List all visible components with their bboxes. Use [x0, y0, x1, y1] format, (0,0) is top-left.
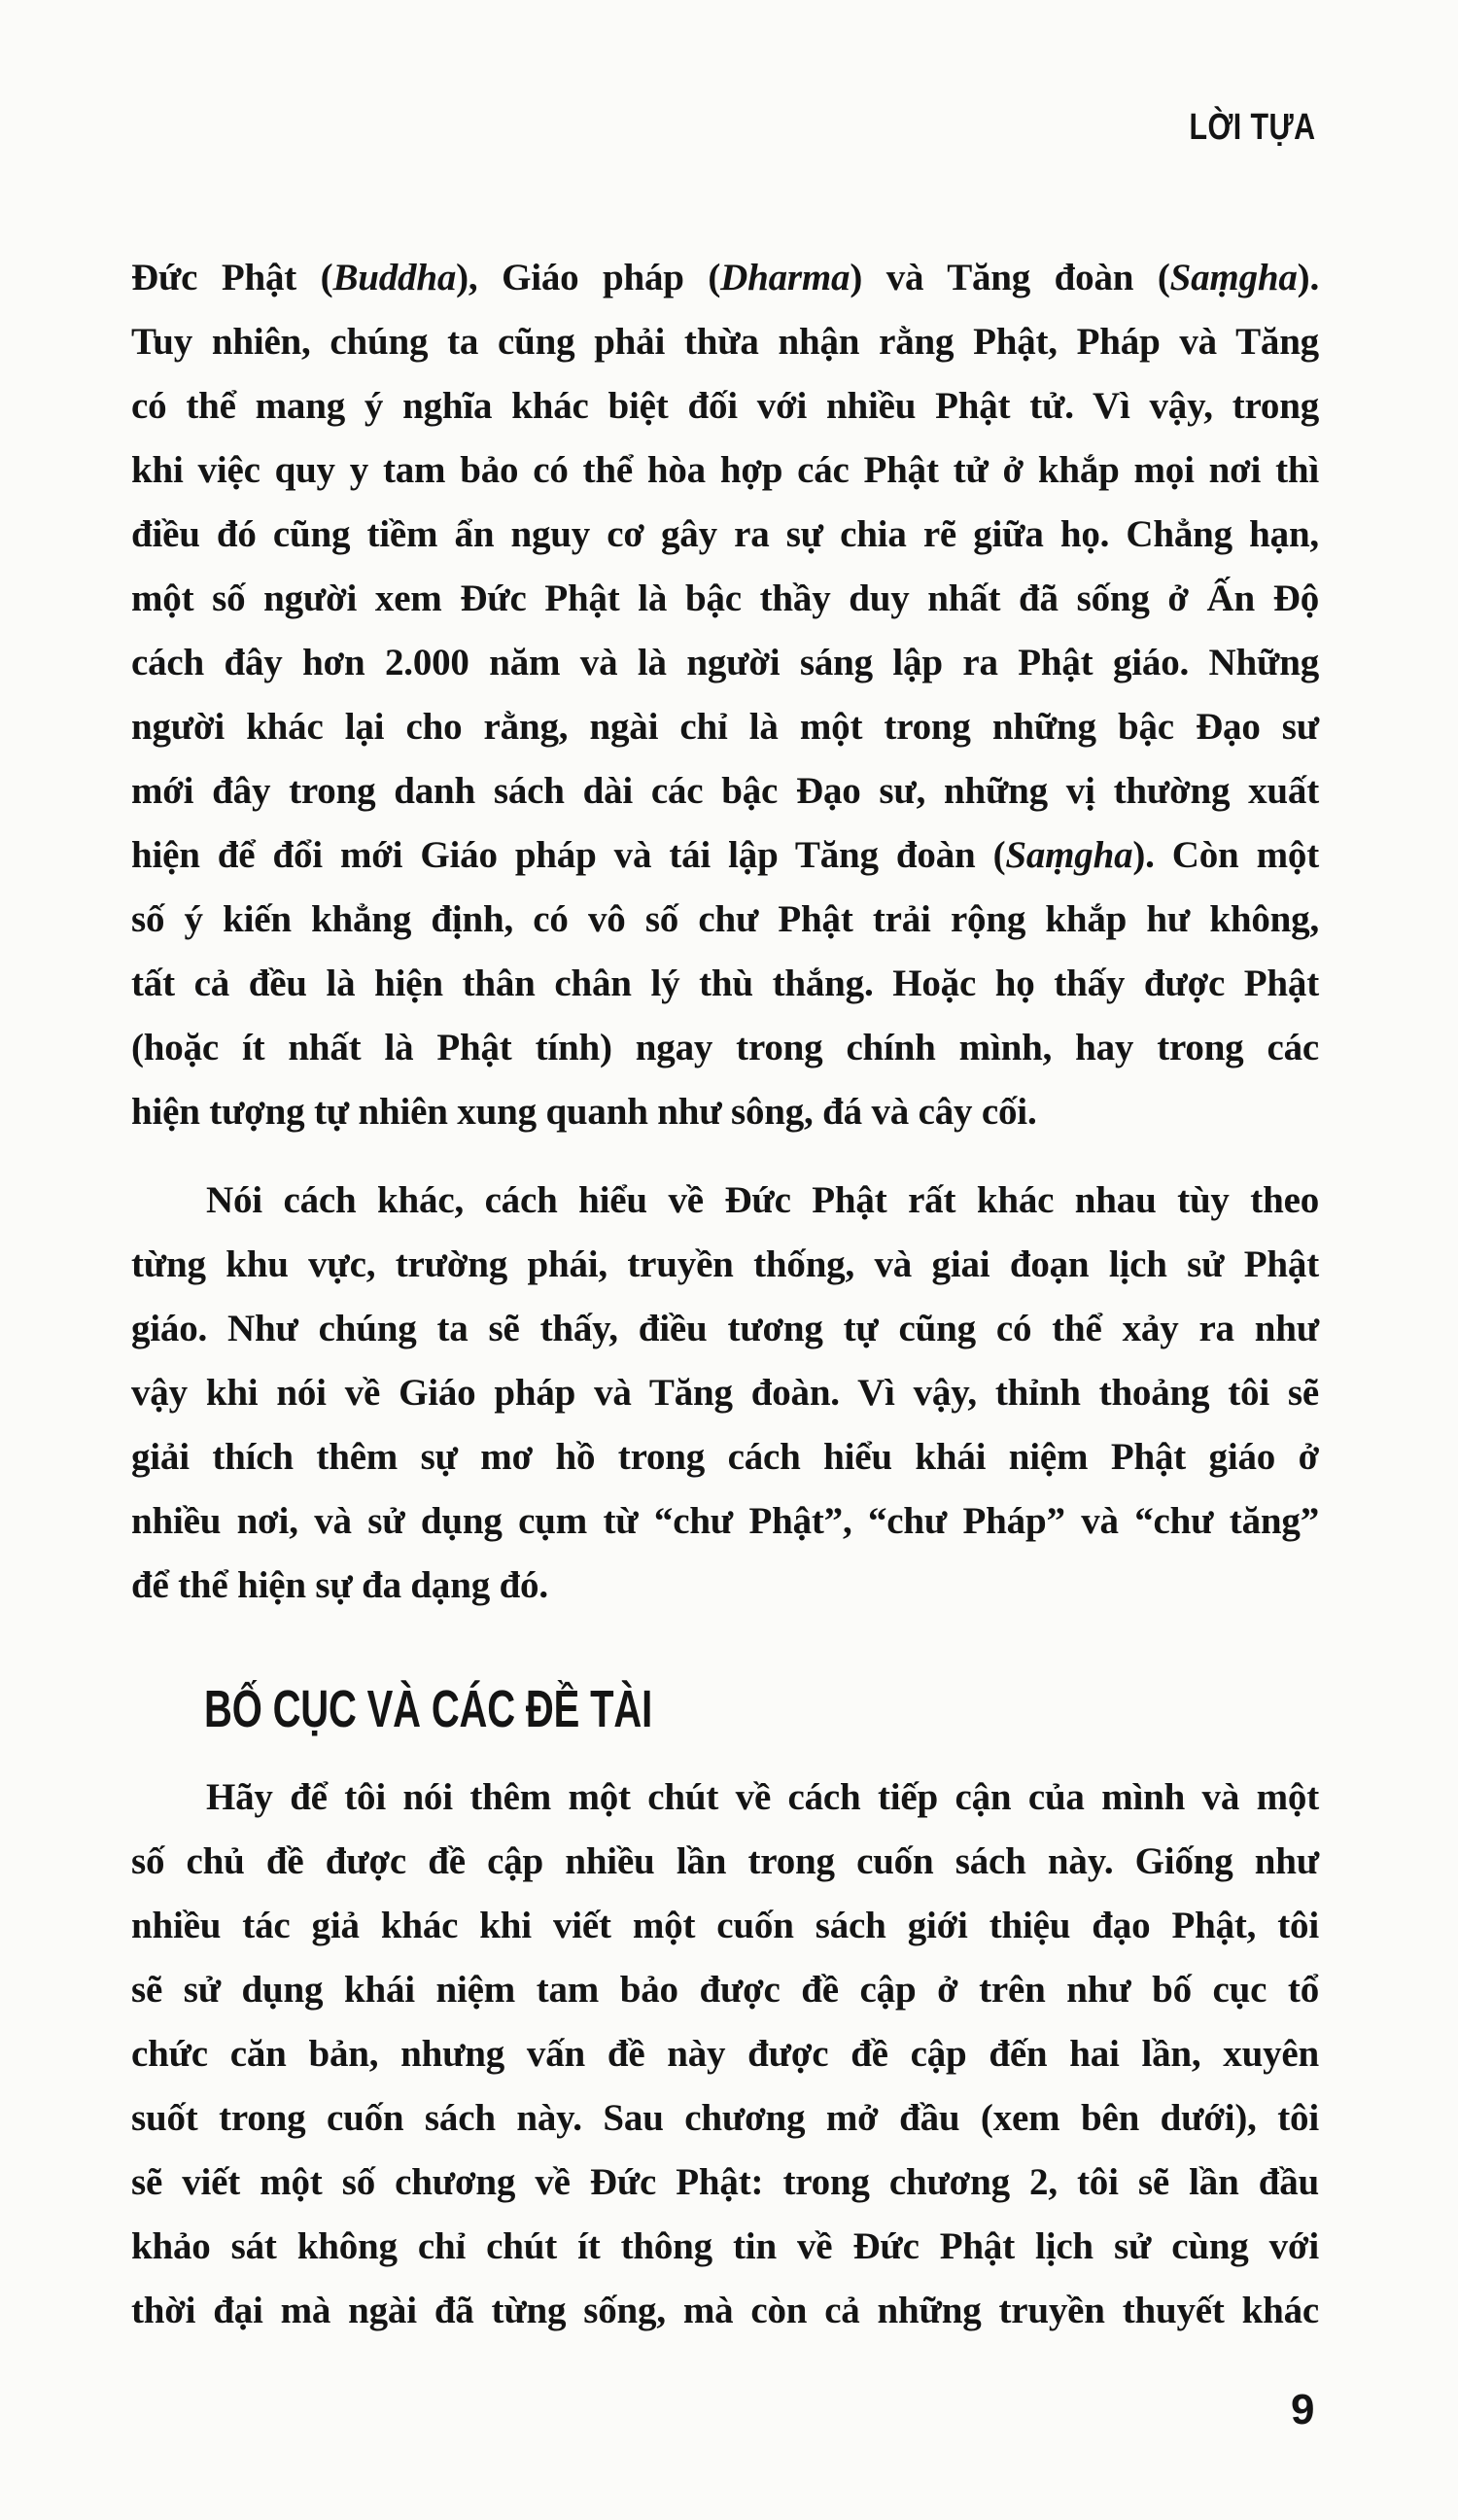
text-line: một số người xem Đức Phật là bậc thầy duy nhất đã sống ở Ấn Độ	[131, 578, 1319, 619]
text-line: Tuy nhiên, chúng ta cũng phải thừa nhận rằng Phật, Pháp và Tăng	[131, 321, 1319, 363]
paragraph	[131, 1766, 1319, 2343]
text-line: Nói cách khác, cách hiểu về Đức Phật rất khác nhau tùy theo	[206, 1179, 1319, 1221]
text-line: giáo. Như chúng ta sẽ thấy, điều tương tự cũng có thể xảy ra như	[131, 1308, 1319, 1349]
text-line: giải thích thêm sự mơ hồ trong cách hiểu khái niệm Phật giáo ở	[131, 1436, 1319, 1478]
running-header: LỜI TỰA	[1189, 107, 1315, 148]
paragraph	[131, 246, 1319, 1144]
text-line: tất cả đều là hiện thân chân lý thù thắng. Hoặc họ thấy được Phật	[131, 962, 1319, 1004]
text-line: thời đại mà ngài đã từng sống, mà còn cả những truyền thuyết khác	[131, 2290, 1319, 2331]
text-line: hiện để đổi mới Giáo pháp và tái lập Tăng đoàn (Saṃgha). Còn một	[131, 834, 1319, 876]
text-line: mới đây trong danh sách dài các bậc Đạo sư, những vị thường xuất	[131, 770, 1319, 812]
text-line: số ý kiến khẳng định, có vô số chư Phật trải rộng khắp hư không,	[131, 898, 1319, 940]
paragraph	[131, 1169, 1319, 1618]
text-line: vậy khi nói về Giáo pháp và Tăng đoàn. Vì vậy, thỉnh thoảng tôi sẽ	[131, 1372, 1319, 1414]
text-line: cách đây hơn 2.000 năm và là người sáng lập ra Phật giáo. Những	[131, 642, 1319, 683]
text-line: chức căn bản, nhưng vấn đề này được đề cập đến hai lần, xuyên	[131, 2033, 1319, 2075]
text-line: điều đó cũng tiềm ẩn nguy cơ gây ra sự chia rẽ giữa họ. Chẳng hạn,	[131, 513, 1319, 555]
text-line: nhiều nơi, và sử dụng cụm từ “chư Phật”, “chư Pháp” và “chư tăng”	[131, 1500, 1319, 1542]
text-line: người khác lại cho rằng, ngài chỉ là một trong những bậc Đạo sư	[131, 706, 1319, 748]
text-line: sẽ sử dụng khái niệm tam bảo được đề cập ở trên như bố cục tổ	[131, 1969, 1319, 2011]
text-line: khi việc quy y tam bảo có thể hòa hợp các Phật tử ở khắp mọi nơi thì	[131, 449, 1319, 491]
section-heading	[131, 1680, 1319, 1738]
text-line: số chủ đề được đề cập nhiều lần trong cuốn sách này. Giống như	[131, 1840, 1319, 1882]
text-line: để thể hiện sự đa dạng đó.	[131, 1564, 548, 1606]
text-line: khảo sát không chỉ chút ít thông tin về Đức Phật lịch sử cùng với	[131, 2225, 1319, 2267]
page-content	[131, 246, 1319, 2343]
text-line: Hãy để tôi nói thêm một chút về cách tiếp cận của mình và một	[206, 1776, 1319, 1818]
page-number: 9	[1291, 2386, 1315, 2433]
text-line: sẽ viết một số chương về Đức Phật: trong chương 2, tôi sẽ lần đầu	[131, 2161, 1319, 2203]
text-line: nhiều tác giả khác khi viết một cuốn sách giới thiệu đạo Phật, tôi	[131, 1905, 1319, 1946]
text-line: Đức Phật (Buddha), Giáo pháp (Dharma) và Tăng đoàn (Saṃgha).	[131, 257, 1319, 298]
text-line: có thể mang ý nghĩa khác biệt đối với nhiều Phật tử. Vì vậy, trong	[131, 385, 1319, 427]
text-line: hiện tượng tự nhiên xung quanh như sông, đá và cây cối.	[131, 1091, 1037, 1133]
text-line: suốt trong cuốn sách này. Sau chương mở đầu (xem bên dưới), tôi	[131, 2097, 1319, 2139]
text-line: (hoặc ít nhất là Phật tính) ngay trong chính mình, hay trong các	[131, 1027, 1319, 1068]
section-heading-text: BỐ CỤC VÀ CÁC ĐỀ TÀI	[204, 1680, 653, 1738]
text-line: từng khu vực, trường phái, truyền thống, và giai đoạn lịch sử Phật	[131, 1243, 1319, 1285]
